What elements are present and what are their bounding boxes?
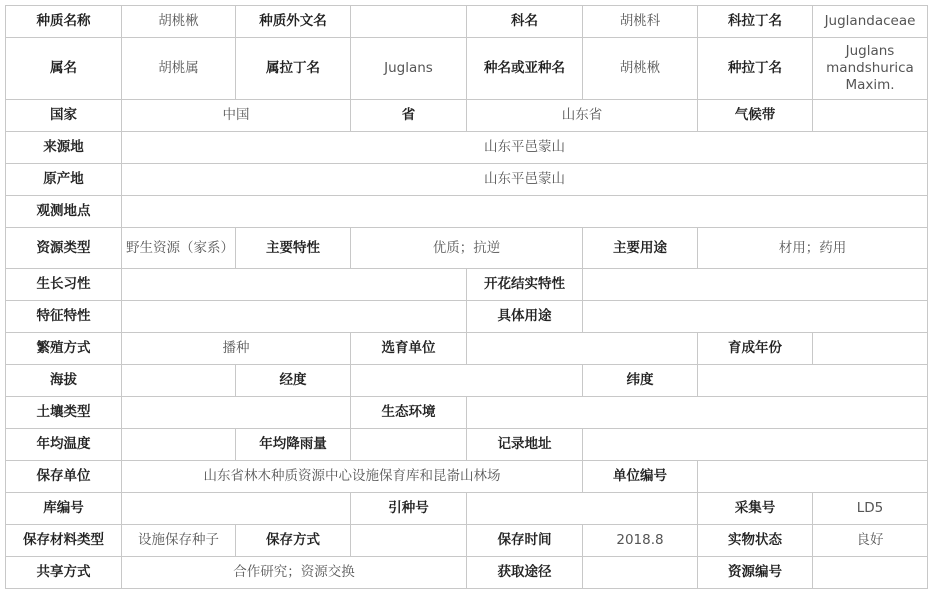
latitude-label: 纬度 — [583, 365, 698, 397]
acquisition-label: 获取途径 — [467, 557, 583, 589]
unit-number-value — [698, 461, 928, 493]
family-latin-label: 科拉丁名 — [698, 6, 813, 38]
source-label: 来源地 — [6, 132, 122, 164]
growth-habit-value — [122, 269, 467, 301]
germplasm-name-label: 种质名称 — [6, 6, 122, 38]
country-label: 国家 — [6, 100, 122, 132]
family-latin-value: Juglandaceae — [813, 6, 928, 38]
row-growth-habit — [6, 269, 928, 301]
row-germplasm-name — [6, 6, 928, 38]
altitude-label: 海拔 — [6, 365, 122, 397]
source-value: 山东平邑蒙山 — [122, 132, 928, 164]
physical-status-label: 实物状态 — [698, 525, 813, 557]
row-avg-temp — [6, 429, 928, 461]
species-latin-value: Juglans mandshurica Maxim. — [813, 38, 928, 100]
soil-label: 土壤类型 — [6, 397, 122, 429]
breeding-year-label: 育成年份 — [698, 333, 813, 365]
introduction-number-value — [467, 493, 698, 525]
physical-status-value: 良好 — [813, 525, 928, 557]
species-latin-label: 种拉丁名 — [698, 38, 813, 100]
storage-unit-label: 保存单位 — [6, 461, 122, 493]
avg-temp-value — [122, 429, 236, 461]
foreign-name-value — [351, 6, 467, 38]
main-use-label: 主要用途 — [583, 228, 698, 269]
origin-label: 原产地 — [6, 164, 122, 196]
observation-label: 观测地点 — [6, 196, 122, 228]
resource-type-label: 资源类型 — [6, 228, 122, 269]
species-value: 胡桃楸 — [583, 38, 698, 100]
storage-method-value — [351, 525, 467, 557]
resource-type-value: 野生资源（家系） — [122, 228, 236, 269]
avg-rain-label: 年均降雨量 — [236, 429, 351, 461]
storage-time-value: 2018.8 — [583, 525, 698, 557]
row-altitude — [6, 365, 928, 397]
main-use-value: 材用；药用 — [698, 228, 928, 269]
row-storage-unit — [6, 461, 928, 493]
unit-number-label: 单位编号 — [583, 461, 698, 493]
row-observation — [6, 196, 928, 228]
climate-value — [813, 100, 928, 132]
row-soil — [6, 397, 928, 429]
row-sharing — [6, 557, 928, 589]
main-traits-value: 优质；抗逆 — [351, 228, 583, 269]
climate-label: 气候带 — [698, 100, 813, 132]
sharing-value: 合作研究；资源交换 — [122, 557, 467, 589]
collection-number-value: LD5 — [813, 493, 928, 525]
observation-value — [122, 196, 928, 228]
breeding-year-value — [813, 333, 928, 365]
avg-temp-label: 年均温度 — [6, 429, 122, 461]
introduction-number-label: 引种号 — [351, 493, 467, 525]
flowering-label: 开花结实特性 — [467, 269, 583, 301]
resource-number-value — [813, 557, 928, 589]
genus-latin-label: 属拉丁名 — [236, 38, 351, 100]
longitude-value — [351, 365, 583, 397]
storage-method-label: 保存方式 — [236, 525, 351, 557]
storage-time-label: 保存时间 — [467, 525, 583, 557]
main-traits-label: 主要特性 — [236, 228, 351, 269]
row-country — [6, 100, 928, 132]
longitude-label: 经度 — [236, 365, 351, 397]
province-value: 山东省 — [467, 100, 698, 132]
altitude-value — [122, 365, 236, 397]
features-value — [122, 301, 467, 333]
genus-latin-value: Juglans — [351, 38, 467, 100]
growth-habit-label: 生长习性 — [6, 269, 122, 301]
row-genus — [6, 38, 928, 100]
acquisition-value — [583, 557, 698, 589]
propagation-value: 播种 — [122, 333, 351, 365]
foreign-name-label: 种质外文名 — [236, 6, 351, 38]
family-value: 胡桃科 — [583, 6, 698, 38]
row-repository-number — [6, 493, 928, 525]
material-type-label: 保存材料类型 — [6, 525, 122, 557]
sharing-label: 共享方式 — [6, 557, 122, 589]
origin-value: 山东平邑蒙山 — [122, 164, 928, 196]
country-value: 中国 — [122, 100, 351, 132]
record-address-value — [583, 429, 928, 461]
avg-rain-value — [351, 429, 467, 461]
row-resource-type — [6, 228, 928, 269]
germplasm-name-value: 胡桃楸 — [122, 6, 236, 38]
flowering-value — [583, 269, 928, 301]
breeding-unit-value — [467, 333, 698, 365]
row-source — [6, 132, 928, 164]
specific-use-value — [583, 301, 928, 333]
material-type-value: 设施保存种子 — [122, 525, 236, 557]
features-label: 特征特性 — [6, 301, 122, 333]
collection-number-label: 采集号 — [698, 493, 813, 525]
soil-value — [122, 397, 351, 429]
propagation-label: 繁殖方式 — [6, 333, 122, 365]
species-label: 种名或亚种名 — [467, 38, 583, 100]
row-material-type — [6, 525, 928, 557]
germplasm-record-table — [5, 5, 928, 589]
ecology-label: 生态环境 — [351, 397, 467, 429]
repository-number-label: 库编号 — [6, 493, 122, 525]
row-propagation — [6, 333, 928, 365]
breeding-unit-label: 选育单位 — [351, 333, 467, 365]
genus-label: 属名 — [6, 38, 122, 100]
record-address-label: 记录地址 — [467, 429, 583, 461]
genus-value: 胡桃属 — [122, 38, 236, 100]
specific-use-label: 具体用途 — [467, 301, 583, 333]
latitude-value — [698, 365, 928, 397]
repository-number-value — [122, 493, 351, 525]
resource-number-label: 资源编号 — [698, 557, 813, 589]
ecology-value — [467, 397, 928, 429]
family-label: 科名 — [467, 6, 583, 38]
row-origin — [6, 164, 928, 196]
province-label: 省 — [351, 100, 467, 132]
storage-unit-value: 山东省林木种质资源中心设施保育库和昆嵛山林场 — [122, 461, 583, 493]
row-features — [6, 301, 928, 333]
